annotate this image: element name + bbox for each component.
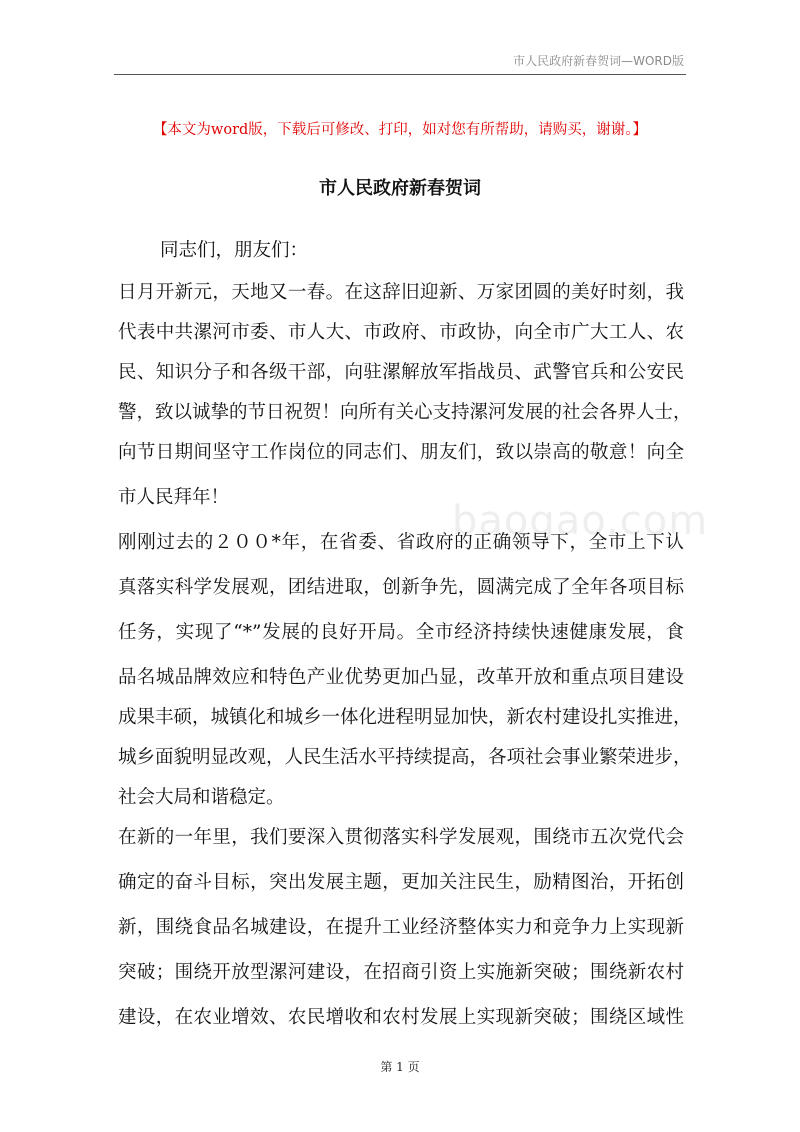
body-line: 警，致以诚挚的节日祝贺！向所有关心支持漯河发展的社会各界人士， [118,402,692,423]
body-line: 建设，在农业增效、农民增收和农村发展上实现新突破；围绕区域性 [118,1007,684,1028]
body-line: 市人民拜年！ [118,487,230,508]
body-line: 在新的一年里，我们要深入贯彻落实科学发展观，围绕市五次党代会 [118,827,684,848]
running-header-title: 市人民政府新春贺词—WORD版 [513,54,684,68]
body-line: 日月开新元，天地又一春。在这辞旧迎新、万家团圆的美好时刻，我 [118,282,684,303]
purchase-notice: 【本文为word版，下载后可修改、打印，如对您有所帮助，请购买，谢谢。】 [152,122,648,138]
body-line: 民、知识分子和各级干部，向驻漯解放军指战员、武警官兵和公安民 [118,362,684,383]
body-line: 突破；围绕开放型漯河建设，在招商引资上实施新突破；围绕新农村 [118,962,684,983]
body-line: 代表中共漯河市委、市人大、市政府、市政协，向全市广大工人、农 [118,322,684,343]
body-line: 刚刚过去的２００*年，在省委、省政府的正确领导下，全市上下认 [118,532,684,553]
header-divider [114,74,686,75]
body-line: 成果丰硕，城镇化和城乡一体化进程明显加快，新农村建设扎实推进， [118,707,692,728]
body-line: 城乡面貌明显改观，人民生活水平持续提高，各项社会事业繁荣进步， [118,747,692,768]
body-line: 任务，实现了“*”发展的良好开局。全市经济持续快速健康发展，食 [118,622,684,643]
document-title: 市人民政府新春贺词 [319,178,481,199]
body-line: 确定的奋斗目标，突出发展主题，更加关注民生，励精图治，开拓创 [118,872,684,893]
body-line: 向节日期间坚守工作岗位的同志们、朋友们，致以崇高的敬意！向全 [118,442,684,463]
body-line: 真落实科学发展观，团结进取，创新争先，圆满完成了全年各项目标 [118,577,684,598]
watermark: baogao.com [452,498,709,544]
salutation: 同志们，朋友们： [160,240,309,261]
body-line: 社会大局和谐稳定。 [118,787,285,808]
body-line: 品名城品牌效应和特色产业优势更加凸显，改革开放和重点项目建设 [118,667,684,688]
body-line: 新，围绕食品名城建设，在提升工业经济整体实力和竞争力上实现新 [118,917,684,938]
page-number: 第 1 页 [380,1060,420,1074]
